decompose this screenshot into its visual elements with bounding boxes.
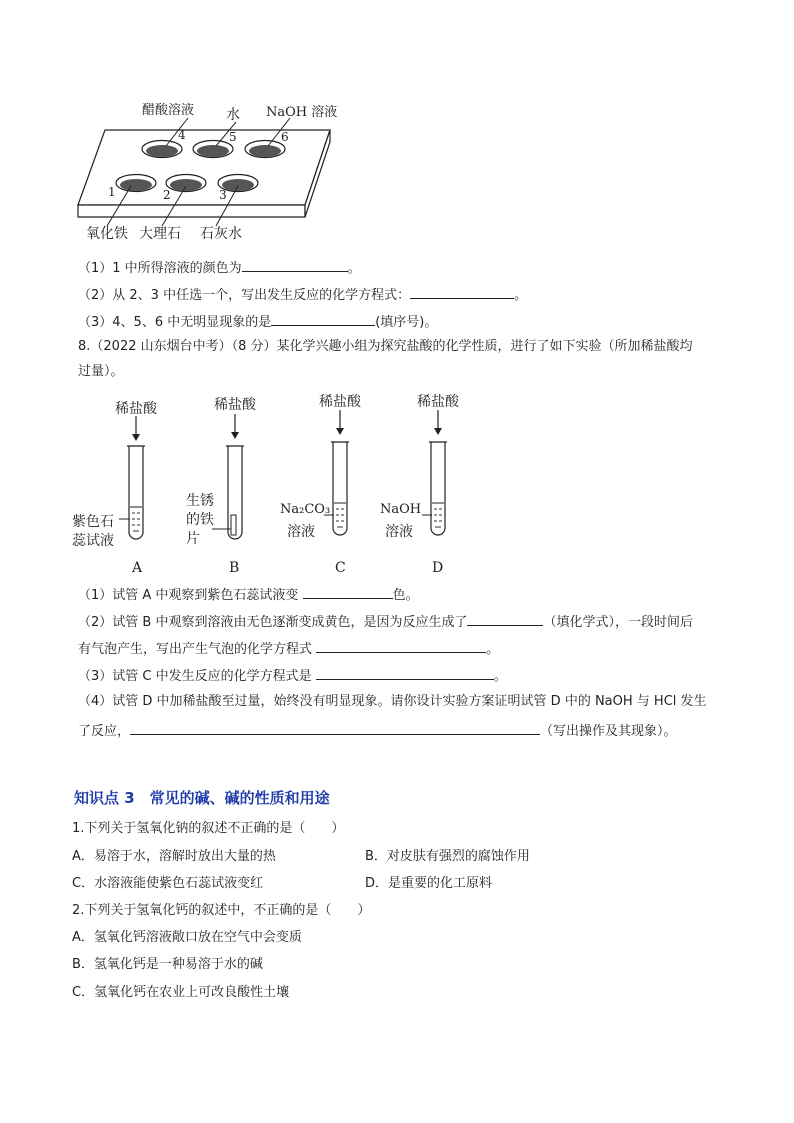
spot-plate-drawing [0, 0, 794, 260]
mc1-option-b[interactable]: B．对皮肤有强烈的腐蚀作用 [365, 849, 530, 864]
mc2-option-a[interactable]: A．氢氧化钙溶液敞口放在空气中会变质 [72, 930, 302, 945]
acid-label-D: 稀盐酸 [417, 394, 459, 410]
label-acetic-acid: 醋酸溶液 [142, 103, 195, 118]
q8-s2-line2-text: 有气泡产生，写出产生气泡的化学方程式 [78, 642, 313, 657]
q8-s2-line2-end: 。 [486, 642, 500, 657]
q7-s2-text: （2）从 2、3 中任选一个，写出发生反应的化学方程式： [78, 288, 411, 303]
acid-label-C: 稀盐酸 [319, 394, 361, 410]
tube-letter-A: A [132, 560, 143, 576]
mc1-option-a[interactable]: A．易溶于水，溶解时放出大量的热 [72, 849, 276, 864]
q7-subquestion-1 [78, 257, 361, 278]
q7-s1-end: 。 [347, 261, 361, 276]
q8-subquestion-4-line-1: （4）试管 D 中加稀盐酸至过量，始终没有明显现象。请你设计实验方案证明试管 D 中的 NaOH 与 HCl 发生 [78, 694, 707, 709]
q8-s4-line2-text: 了反应， [78, 724, 131, 739]
well-number-6: 6 [281, 130, 289, 144]
q8-s3-end: 。 [493, 669, 507, 684]
tube-A-content-line-2: 蕊试液 [72, 533, 114, 549]
well-number-4: 4 [178, 128, 186, 142]
q7-subquestion-2 [78, 284, 527, 305]
answer-blank[interactable] [271, 311, 375, 326]
mc2-stem: 2.下列关于氢氧化钙的叙述中，不正确的是（ ） [72, 903, 371, 918]
q8-subquestion-2 [78, 611, 693, 632]
well-5 [193, 141, 233, 158]
arrow-D [434, 410, 442, 435]
q7-s1-text: （1）1 中所得溶液的颜色为 [78, 261, 242, 276]
arrow-B [231, 414, 239, 439]
label-marble: 大理石 [139, 226, 181, 242]
tube-A-content-line-1: 紫色石 [72, 514, 114, 530]
well-number-1: 1 [108, 185, 116, 199]
well-number-2: 2 [163, 188, 171, 202]
test-tubes-drawing [0, 390, 794, 590]
q7-s3-end: (填序号)。 [375, 315, 438, 330]
well-number-5: 5 [229, 130, 237, 144]
q8-subquestion-3 [78, 665, 507, 686]
q8-stem-line-2: 过量）。 [78, 364, 124, 379]
answer-blank[interactable] [242, 257, 348, 272]
label-water: 水 [226, 107, 240, 123]
well-number-3: 3 [219, 188, 227, 202]
answer-blank[interactable] [467, 611, 543, 626]
q7-s3-text: （3）4、5、6 中无明显现象的是 [78, 315, 272, 330]
q8-s2-end: （填化学式），一段时间后 [543, 615, 693, 630]
tube-B-content-line-1: 生锈 [186, 493, 214, 509]
label-iron-oxide: 氧化铁 [86, 226, 128, 242]
mc1-option-d[interactable]: D．是重要的化工原料 [365, 876, 493, 891]
q7-subquestion-3 [78, 311, 437, 332]
answer-blank[interactable] [130, 720, 540, 735]
tube-letter-B: B [229, 560, 240, 576]
acid-label-A: 稀盐酸 [115, 401, 157, 417]
well-1 [116, 175, 156, 192]
section-heading: 知识点 3 常见的碱、碱的性质和用途 [74, 789, 330, 807]
tube-C [324, 442, 349, 535]
tube-letter-D: D [432, 560, 444, 576]
answer-blank[interactable] [316, 665, 494, 680]
answer-blank[interactable] [410, 284, 514, 299]
q8-subquestion-1 [78, 584, 419, 605]
tube-D-content-line-2: 溶液 [385, 524, 413, 540]
q7-s2-end: 。 [514, 288, 528, 303]
well-4 [142, 141, 182, 158]
q8-stem-line-1: 8.（2022 山东烟台中考）（8 分）某化学兴趣小组为探究盐酸的化学性质，进行了如下实验（所加稀盐酸均 [78, 339, 693, 354]
q8-s4-line2-end: （写出操作及其现象）。 [540, 724, 677, 739]
q8-s2-text: （2）试管 B 中观察到溶液由无色逐渐变成黄色，是因为反应生成了 [78, 615, 468, 630]
well-2 [166, 175, 206, 192]
tube-D [422, 442, 447, 535]
q8-s1-text: （1）试管 A 中观察到紫色石蕊试液变 [78, 588, 299, 603]
tube-D-content-line-1: NaOH [380, 502, 422, 517]
mc2-option-c[interactable]: C．氢氧化钙在农业上可改良酸性土壤 [72, 985, 290, 1000]
mc1-stem: 1.下列关于氢氧化钠的叙述不正确的是（ ） [72, 821, 345, 836]
mc1-option-c[interactable]: C．水溶液能使紫色石蕊试液变红 [72, 876, 264, 891]
tube-letter-C: C [335, 560, 346, 576]
tube-B-content-line-2: 的铁 [186, 512, 214, 528]
q8-subquestion-4-line-2 [78, 720, 677, 741]
label-limewater: 石灰水 [200, 226, 242, 242]
plate-front-face [78, 205, 305, 217]
tube-B-content-line-3: 片 [186, 531, 200, 547]
arrow-C [336, 410, 344, 435]
tube-A [119, 446, 145, 539]
tube-C-content-line-2: 溶液 [287, 524, 315, 540]
q8-subquestion-2-cont [78, 638, 499, 659]
tube-B [212, 446, 244, 539]
well-6 [245, 141, 285, 158]
acid-label-B: 稀盐酸 [214, 397, 256, 413]
mc2-option-b[interactable]: B．氢氧化钙是一种易溶于水的碱 [72, 957, 263, 972]
q8-s1-end: 色。 [392, 588, 419, 603]
label-naoh-solution: NaOH 溶液 [266, 105, 338, 120]
arrow-A [132, 416, 140, 441]
q8-s3-text: （3）试管 C 中发生反应的化学方程式是 [78, 669, 312, 684]
answer-blank[interactable] [316, 638, 486, 653]
tube-C-content-line-1: Na₂CO₃ [280, 502, 331, 517]
answer-blank[interactable] [303, 584, 393, 599]
